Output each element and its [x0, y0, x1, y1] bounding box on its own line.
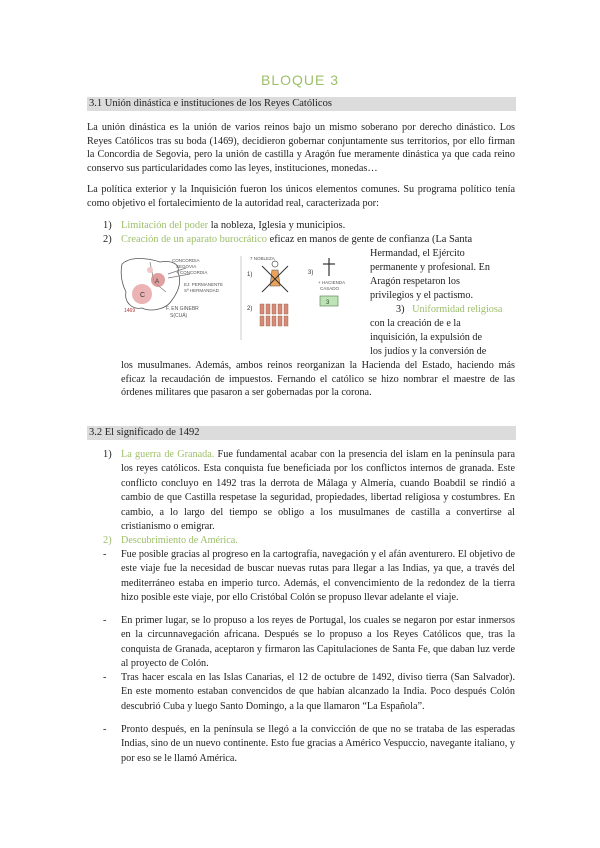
item-3-rest: los musulmanes. Además, ambos reinos reorganizan la Hacienda del Estado, haciendo más eficaz la recaudación de impuestos. Fernando el católico se hizo nombrar el maestre de las órdenes militares que pasaron a ser gobernadas por la corona.: [121, 360, 515, 398]
map-label: CONCORDIA: [172, 258, 200, 263]
map-label: C: [140, 292, 146, 299]
item-1-text: la nobleza, Iglesia y municipios.: [208, 220, 346, 231]
map-label: SEGOVIA: [176, 264, 197, 269]
bullet-paragraph: Tras hacer escala en las Islas Canarias, el 12 de octubre de 1492, diviso tierra (San Salvador). En este momento estaban convencidos de que habían alcanzado la India. Poco después Colón descubrió Cuba y luego Santo Domingo, a la que llamaron “La Española”.: [121, 672, 515, 712]
fig-label: 3): [308, 270, 314, 276]
list-item-3: [370, 303, 515, 359]
item-2-line: Hermandad, el Ejército: [370, 248, 465, 259]
s2-item-1-text: Fue fundamental acabar con la presencia del islam en la península para los reyes católicos. Esta conquista fue beneficiada por los conflictos internos de granada. Este conflicto concluyo en 1492 tras la derrota de Málaga y Almería, cuando Boabdil se rindió a cambio de que Castilla respetase la seguridad, propiedades, libertad religiosa y costumbres. En cambio, a lo largo del tiempo se obligo a los musulmanes de castilla a convertirse al cristianismo o emigrar.: [121, 449, 515, 533]
bullet-dash: -: [103, 615, 107, 626]
list-number-3: 3): [396, 304, 405, 315]
cross-drawing: [323, 258, 335, 276]
bullet-dash: -: [103, 672, 107, 683]
list-number-1: 1): [103, 220, 112, 231]
bullet-paragraph: Pronto después, en la península se llegó a la convicción de que no se trataba de las esperadas Indias, sino de un nuevo continente. Esto fue gracias a Américo Vespuccio, navegante italiano, y por eso se le llamó América.: [121, 724, 515, 764]
list-number-2: 2): [103, 234, 112, 245]
bullet-paragraph: Fue posible gracias al progreso en la cartografía, navegación y el afán aventurero. El objetivo de este viaje fue la necesidad de buscar nuevas rutas para llegar a las Indias, ya que, a través del mediterráneo estaba en imperio turco. Además, el convencimiento de la redondez de la tierra hizo posible este viaje, por ello Cristóbal Colón se propuso llevar adelante el viaje.: [121, 549, 515, 604]
item-2-line: privilegios y el pactismo.: [370, 290, 473, 302]
map-label: 1469: [124, 308, 136, 314]
map-label: + CONCORDIA: [176, 270, 208, 275]
list-item-1: [121, 219, 515, 233]
map-label: S(CUÁ): [170, 313, 188, 319]
item-2-line: Aragón respetaron los: [370, 276, 460, 288]
map-label: F. EN GINEBR: [166, 306, 199, 312]
item-2-continuation: [370, 247, 515, 303]
section-heading-3-2: 3.2 El significado de 1492: [87, 426, 516, 440]
paragraph-union-dinastica: La unión dinástica es la unión de varios reinos bajo un mismo soberano por derecho dinástico. Los Reyes Católicos tras su boda (1469), decidieron gobernar conjuntamente sus territorios, por ello firman la Concordia de Segovia, pero la unión de castilla y Aragón fue meramente dinástica ya que cada reino conservo sus particularidades como las leyes, instituciones, monedas…: [87, 122, 515, 174]
bullet-dash: -: [103, 724, 107, 735]
bullet-paragraph: En primer lugar, se lo propuso a los reyes de Portugal, los cuales se negaron por estar inmersos en la circunnavegación africana. Después se lo propuso a los Reyes Católicos que, tras la conquista de Granada, aceptaron y firmaron las Capitulaciones de Santa Fe, que daban luz verde al proyecto de Colón.: [121, 615, 515, 670]
item-3-highlight: Uniformidad religiosa: [412, 304, 503, 315]
union-marker: [147, 267, 153, 273]
map-label: A: [155, 279, 160, 285]
map-label: EJ: PERMANENTE: [184, 282, 224, 287]
s2-list-item-2: [121, 534, 515, 548]
fig-label: 7 NOBLEZA: [250, 256, 275, 261]
s2-item-2-highlight: Descubrimiento de América.: [121, 535, 238, 546]
handdrawn-sketch: [120, 252, 358, 344]
map-label: Sª HERMANDAD: [184, 288, 219, 293]
bullet-dash: -: [103, 549, 107, 560]
item-3-head: [370, 303, 515, 317]
item-3-line: los judíos y la conversión de: [370, 346, 487, 358]
fig-label: 1): [247, 272, 253, 278]
item-3-line: con la creación de e la: [370, 318, 461, 330]
crowd-drawing: [260, 304, 288, 326]
s2-item-1-highlight: La guerra de Granada.: [121, 449, 215, 460]
item-1-highlight: Limitación del poder: [121, 220, 209, 231]
nobleza-figure-drawing: [262, 261, 288, 292]
s2-list-item-1: [121, 448, 515, 534]
s2-list-number-1: 1): [103, 449, 112, 460]
list-item-2: [121, 233, 515, 247]
fig-label: 2): [247, 306, 253, 312]
fig-label: + HACIENDA: [318, 280, 346, 285]
item-3-line: inquisición, la expulsión de: [370, 332, 483, 344]
paragraph-politica-exterior: La política exterior y la Inquisición fueron los únicos elementos comunes. Su programa político tenía como objetivo el fortalecimiento de la autoridad real, caracterizada por:: [87, 184, 515, 209]
item-2-highlight: Creación de un aparato burocrático: [121, 234, 267, 245]
fig-label: 3: [326, 300, 330, 306]
item-2-line: permanente y profesional. En: [370, 262, 490, 274]
page-title: BLOQUE 3: [260, 72, 340, 88]
section-heading-3-1: 3.1 Unión dinástica e instituciones de los Reyes Católicos: [87, 97, 516, 111]
item-2-text: eficaz en manos de gente de confianza (La Santa: [266, 234, 473, 245]
s2-list-number-2: 2): [103, 535, 112, 546]
fig-label: CASADO: [320, 286, 340, 291]
